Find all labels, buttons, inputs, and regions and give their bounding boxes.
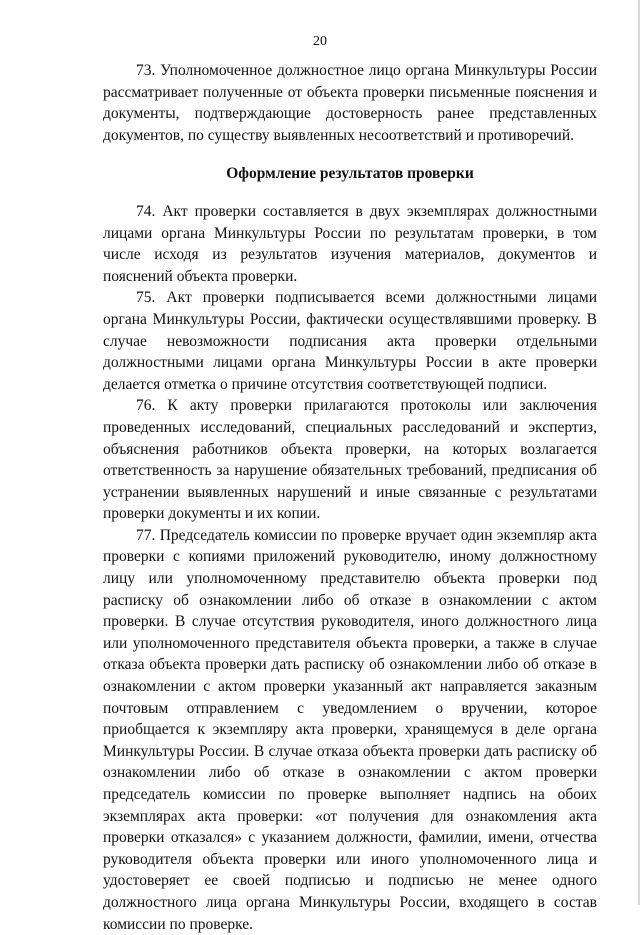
section-heading: Оформление результатов проверки [226, 165, 474, 183]
paragraph-77: 77. Председатель комиссии по проверке вручает один экземпляр акта проверки с копиями приложений руководителю, иному должностному лицу или уполномоченному представителю объекта проверки под расписку об ознакомлении либо об отказе в ознакомлении с актом проверки. В случае отсутствия руководителя, иного должностного лица или уполномоченного представителя объекта проверки, а также в случае отказа объекта проверки дать расписку об ознакомлении либо об отказе в ознакомлении с актом проверки указанный акт направляется заказным почтовым отправлением с уведомлением о вручении, которое приобщается к экземпляру акта проверки, хранящемуся в деле органа Минкультуры России. В случае отказа объекта проверки дать расписку об ознакомлении либо об отказе в ознакомлении с актом проверки председатель комиссии по проверке выполняет надпись на обоих экземплярах акта проверки: «от получения для ознакомления акта проверки отказался» с указанием должности, фамилии, имени, отчества руководителя объекта проверки или иного уполномоченного лица и удостоверяет ее своей подписью и подписью не менее одного должностного лица органа Минкультуры России, входящего в состав комиссии по проверке. [103, 526, 597, 933]
paragraph-74: 74. Акт проверки составляется в двух экземплярах должностными лицами органа Минкультуры России по результатам проверки, в том числе исходя из результатов изучения материалов, документов и пояснений объекта проверки. [103, 202, 597, 285]
document-body [103, 60, 597, 935]
paragraph-76: 76. К акту проверки прилагаются протоколы или заключения проведенных исследований, специальных расследований и экспертиз, объяснения работников объекта проверки, на которых возлагается ответственность за нарушение обязательных требований, предписания об устранении выявленных нарушений и иные связанные с результатами проверки документы и их копии. [103, 397, 597, 523]
paragraph-75: 75. Акт проверки подписывается всеми должностными лицами органа Минкультуры России, фактически осуществлявшими проверку. В случае невозможности подписания акта проверки отдельными должностными лицами органа Минкультуры России в акте проверки делается отметка о причине отсутствия соответствующей подписи. [103, 289, 597, 393]
paragraph-73: 73. Уполномоченное должностное лицо органа Минкультуры России рассматривает полученные от объекта проверки письменные пояснения и документы, подтверждающие достоверность ранее представленных документов, по существу выявленных несоответствий и противоречий. [103, 62, 597, 144]
page-number: 20 [313, 34, 327, 49]
